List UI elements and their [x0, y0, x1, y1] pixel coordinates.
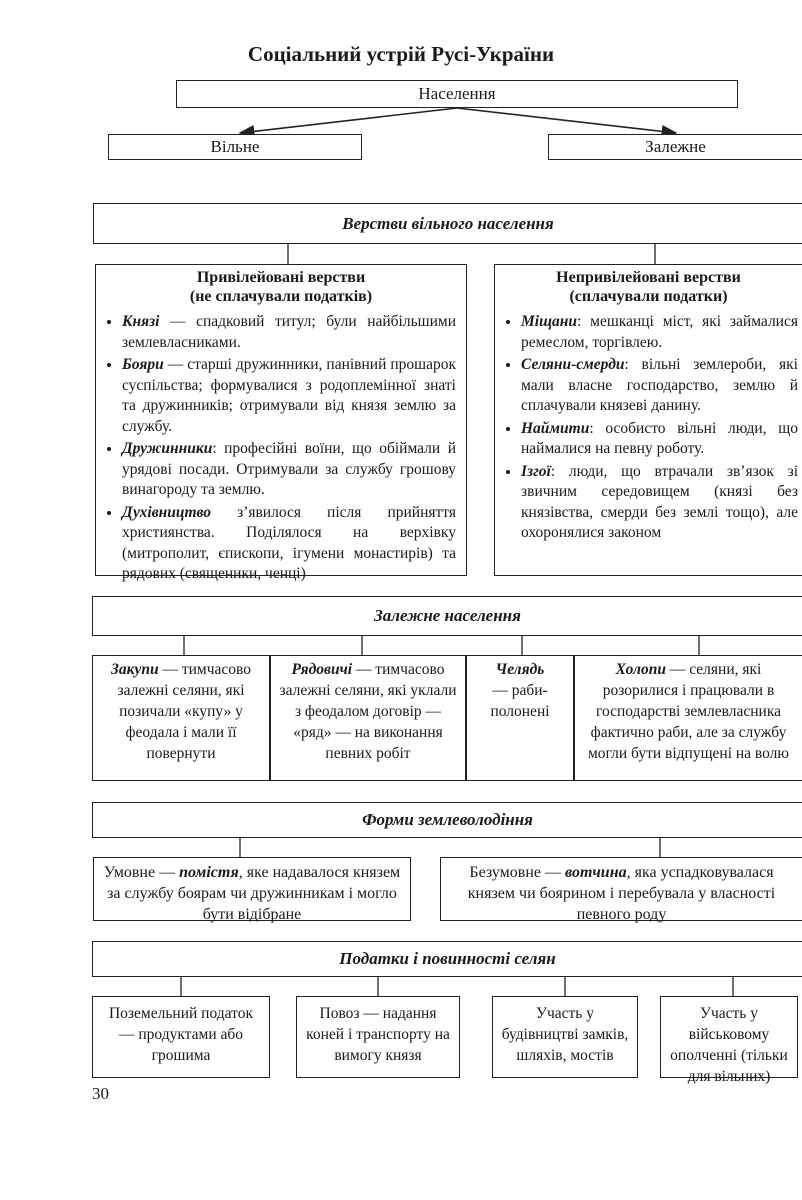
- dependent-cell-zakupy: [92, 655, 270, 781]
- land-conditional-box: [93, 857, 411, 921]
- privileged-title: [96, 265, 466, 306]
- list-item: [122, 355, 456, 437]
- tax-item-text: Повоз — надання коней і транспорту на вимогу князя: [306, 1005, 450, 1064]
- list-item: [521, 355, 798, 417]
- tax-item-povoz: [296, 996, 460, 1078]
- land-conditional-text: , яке надавалося князем за службу боярам чи дружинникам і могло бути відібране: [107, 864, 401, 923]
- definition: — тимчасово залежні селяни, які позичали «купу» у феодала і мали її повернути: [117, 661, 252, 762]
- term: Міщани: [521, 313, 577, 330]
- land-conditional-prefix: Умовне —: [103, 864, 180, 881]
- free-layers-header-text: Верстви вільного населення: [342, 213, 554, 233]
- definition: — старші дружинники, панівний прошарок суспільства; формувалися з родоплемінної знаті та дружинників; отримували від князя землю за службу.: [122, 356, 456, 435]
- land-conditional-term: помістя: [179, 864, 239, 881]
- arrow-to-dependent: [457, 108, 676, 133]
- land-unconditional-term: вотчина: [565, 864, 627, 881]
- unprivileged-list: [495, 312, 802, 544]
- term: Бояри: [122, 356, 164, 373]
- tax-item-text: Участь у військовому ополченні (тільки для вільних): [670, 1005, 788, 1085]
- dependent-header: [92, 596, 802, 636]
- tax-item-construction: [492, 996, 638, 1078]
- term: Ізгої: [521, 462, 551, 480]
- tax-item-text: Участь у будівництві замків, шляхів, мостів: [501, 1005, 629, 1064]
- term: Челядь: [495, 661, 545, 678]
- definition: — тимчасово залежні селяни, які уклали з феодалом договір — «ряд» — на виконання певних робіт: [279, 661, 457, 762]
- definition: : особисто вільні люди, що наймалися на певну роботу.: [521, 419, 798, 457]
- free-label: Вільне: [210, 137, 260, 156]
- term: Селяни-смерди: [521, 356, 625, 373]
- population-label: Населення: [418, 84, 496, 103]
- dependent-box: [548, 134, 802, 160]
- taxes-header-text: Податки і повинності селян: [339, 949, 556, 968]
- land-unconditional-text: , яка успадковувалася князем чи боярином і перебувала у власності певного роду: [467, 864, 776, 923]
- dependent-cell-riadovychi: [270, 655, 466, 781]
- term: Духівництво: [122, 503, 212, 521]
- list-item: [521, 419, 798, 460]
- term: Рядовичі: [291, 661, 353, 678]
- list-item: [122, 312, 456, 353]
- free-layers-header: [93, 203, 802, 244]
- privileged-title-line2: (не сплачували податків): [189, 288, 373, 305]
- unprivileged-title-line1: Непривілейовані верстви: [556, 269, 741, 286]
- dependent-cell-cheliad: [466, 655, 574, 781]
- land-header: [92, 802, 802, 838]
- list-item: [122, 503, 456, 585]
- tax-item-land: [92, 996, 270, 1078]
- list-item: [521, 462, 798, 544]
- list-item: [122, 439, 456, 501]
- definition: — селяни, які розорилися і працювали в господарстві землевласника фактично раби, але за службу могли бути відпущені на волю: [588, 661, 789, 762]
- tax-item-militia: [660, 996, 798, 1085]
- privileged-box: [95, 264, 467, 582]
- dependent-label: Залежне: [645, 137, 706, 156]
- privileged-title-line1: Привілейовані верстви: [196, 269, 366, 286]
- definition: — спадковий титул; були найбільшими землевласниками.: [122, 313, 456, 351]
- privileged-list: [96, 312, 466, 585]
- term: Холопи: [615, 661, 666, 678]
- tax-item-text: Поземельний податок — продуктами або грошима: [108, 1005, 253, 1064]
- dependent-cell-kholopy: [574, 655, 802, 781]
- definition: : вільні землероби, які мали власне господарство, землю й сплачували князеві данину.: [521, 356, 798, 414]
- term: Князі: [122, 313, 160, 330]
- arrow-to-free: [240, 108, 457, 133]
- unprivileged-box: [494, 264, 802, 576]
- definition: : професійні воїни, що обіймали й урядові посади. Отримували за службу грошову винагороду та землю.: [122, 440, 456, 498]
- term: Закупи: [110, 661, 159, 678]
- land-unconditional-box: [440, 857, 802, 921]
- definition: : люди, що втрачали зв’язок зі звичним середовищем (князі без князівства, смерди без землі тощо), але охоронялися законом: [521, 462, 798, 541]
- free-box: [108, 134, 362, 160]
- page-title: Соціальний устрій Русі-України: [247, 42, 555, 66]
- dependent-header-text: Залежне населення: [374, 606, 521, 625]
- page-number: 30: [92, 1084, 109, 1103]
- definition: — раби-полонені: [490, 682, 550, 720]
- land-header-text: Форми землеволодіння: [362, 810, 533, 829]
- definition: з’явилося після прийняття християнства. Поділялося на верхівку (митрополит, єпископи, ігумени монастирів) та рядових (священики, ченці): [122, 503, 456, 582]
- list-item: [521, 312, 798, 353]
- term: Дружинники: [122, 440, 213, 457]
- definition: : мешканці міст, які займалися ремеслом, торгівлею.: [521, 313, 798, 351]
- unprivileged-title: [495, 265, 802, 306]
- land-unconditional-prefix: Безумовне —: [469, 864, 566, 881]
- unprivileged-title-line2: (сплачували податки): [569, 288, 728, 305]
- taxes-header: [92, 941, 802, 977]
- term: Наймити: [521, 419, 590, 437]
